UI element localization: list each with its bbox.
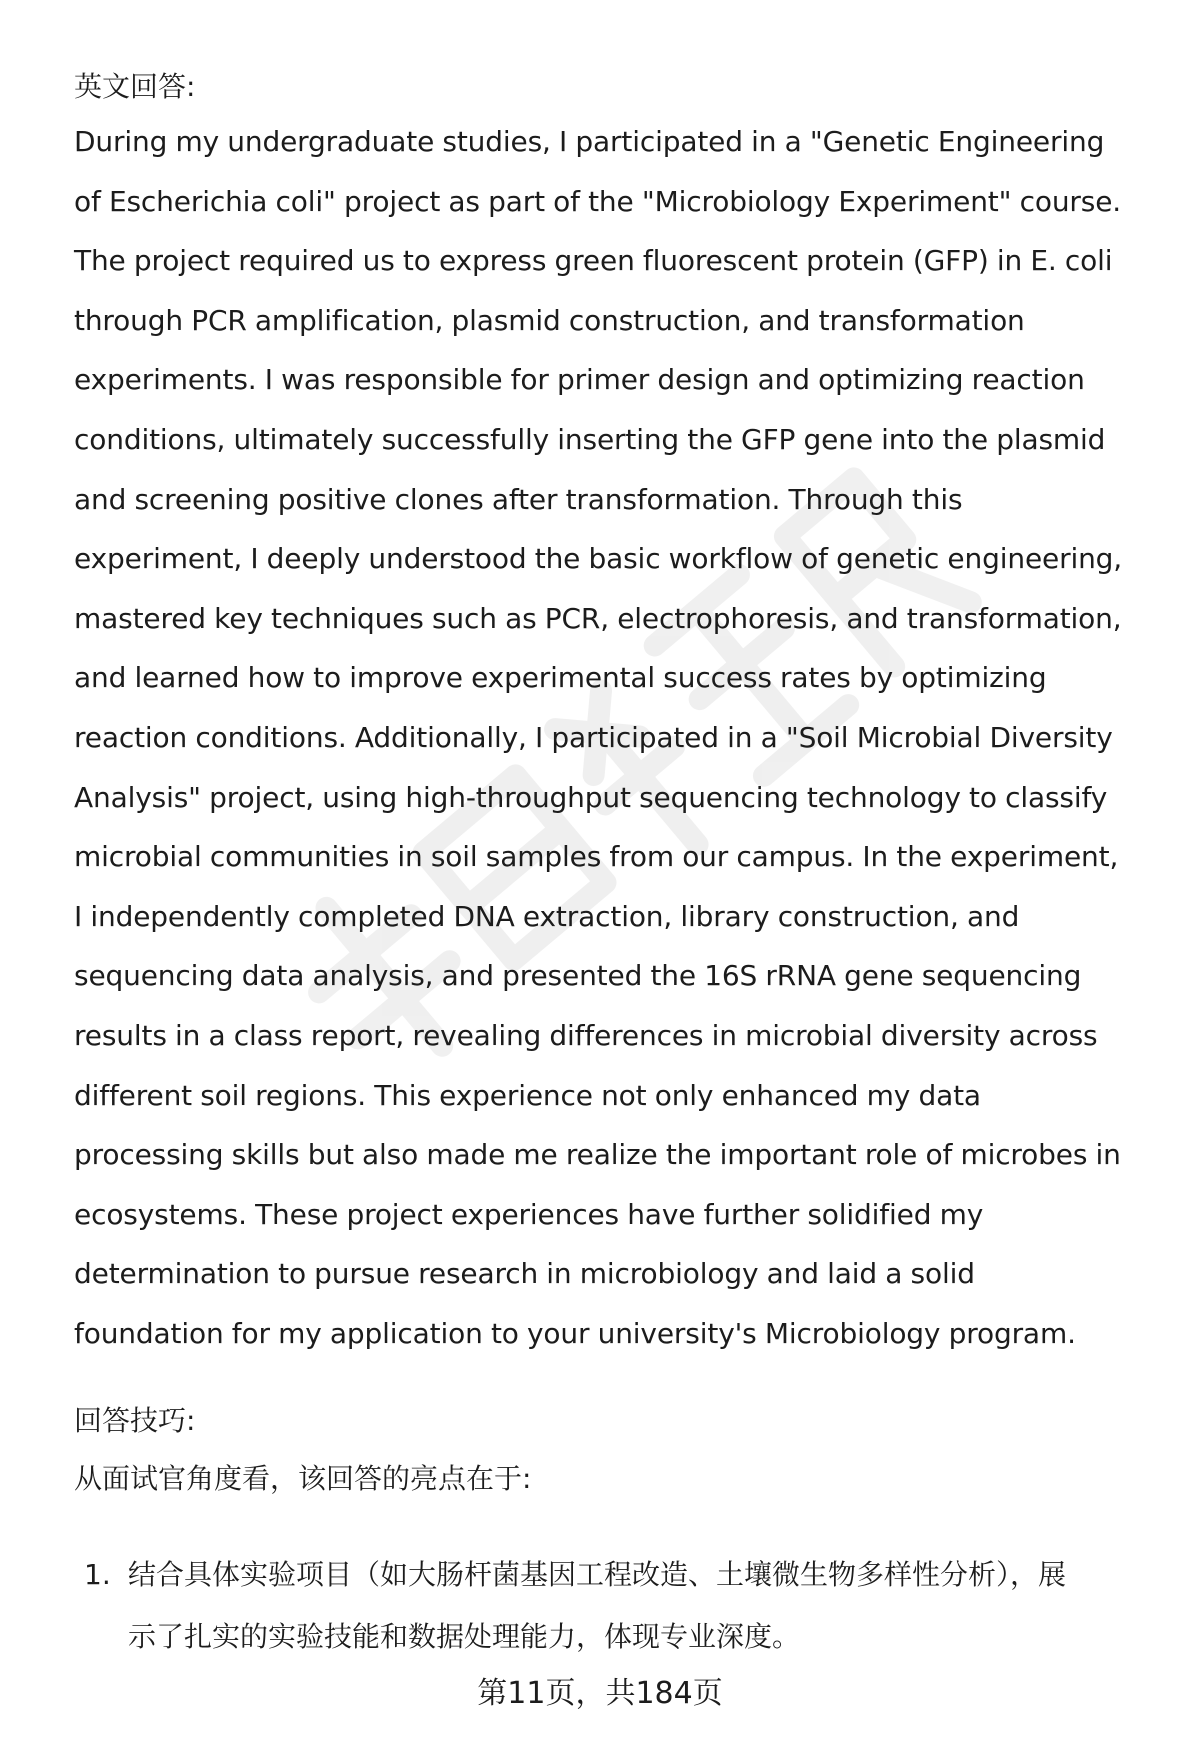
paragraph-line: mastered key techniques such as PCR, electrophoresis, and transformation, [74, 601, 1122, 635]
tips-list [74, 1544, 1154, 1668]
paragraph-line: of Escherichia coli" project as part of the "Microbiology Experiment" course. [74, 184, 1122, 218]
paragraph-line: through PCR amplification, plasmid construction, and transformation [74, 303, 1025, 337]
list-item-line: 示了扎实的实验技能和数据处理能力，体现专业深度。 [128, 1620, 801, 1654]
tips-intro: 从面试官角度看，该回答的亮点在于: [74, 1462, 532, 1496]
paragraph-line: During my undergraduate studies, I participated in a "Genetic Engineering [74, 125, 1105, 158]
list-item-number: 1. [84, 1558, 111, 1592]
english-answer-heading: 英文回答: [74, 70, 196, 103]
paragraph-line: microbial communities in soil samples from our campus. In the experiment, [74, 840, 1119, 874]
tips-heading: 回答技巧: [74, 1404, 196, 1438]
paragraph-line: The project required us to express green fluorescent protein (GFP) in E. coli [74, 244, 1113, 278]
paragraph-line: conditions, ultimately successfully inserting the GFP gene into the plasmid [74, 422, 1106, 456]
paragraph-line: and screening positive clones after transformation. Through this [74, 482, 963, 516]
paragraph-line: ecosystems. These project experiences have further solidified my [74, 1197, 984, 1231]
paragraph-line: and learned how to improve experimental success rates by optimizing [74, 661, 1047, 695]
paragraph-line: determination to pursue research in microbiology and laid a solid [74, 1257, 975, 1291]
content [74, 62, 1154, 1668]
paragraph-line: I independently completed DNA extraction, library construction, and [74, 899, 1020, 933]
page-number: 第11页，共184页 [477, 1676, 723, 1711]
paragraph-line: sequencing data analysis, and presented the 16S rRNA gene sequencing [74, 959, 1082, 993]
english-answer-paragraph [74, 112, 1154, 1363]
paragraph-line: reaction conditions. Additionally, I participated in a "Soil Microbial Diversity [74, 720, 1113, 754]
list-item [74, 1544, 1154, 1668]
paragraph-line: processing skills but also made me realize the important role of microbes in [74, 1138, 1121, 1172]
paragraph-line: results in a class report, revealing differences in microbial diversity across [74, 1018, 1098, 1052]
paragraph-line: foundation for my application to your university's Microbiology program. [74, 1316, 1076, 1350]
list-item-line: 结合具体实验项目（如大肠杆菌基因工程改造、土壤微生物多样性分析），展 [128, 1558, 1067, 1592]
paragraph-line: Analysis" project, using high-throughput sequencing technology to classify [74, 780, 1108, 814]
paragraph-line: experiments. I was responsible for primer design and optimizing reaction [74, 363, 1085, 397]
paragraph-line: different soil regions. This experience not only enhanced my data [74, 1078, 981, 1112]
list-item-text [128, 1544, 1154, 1668]
paragraph-line: experiment, I deeply understood the basic workflow of genetic engineering, [74, 542, 1123, 576]
